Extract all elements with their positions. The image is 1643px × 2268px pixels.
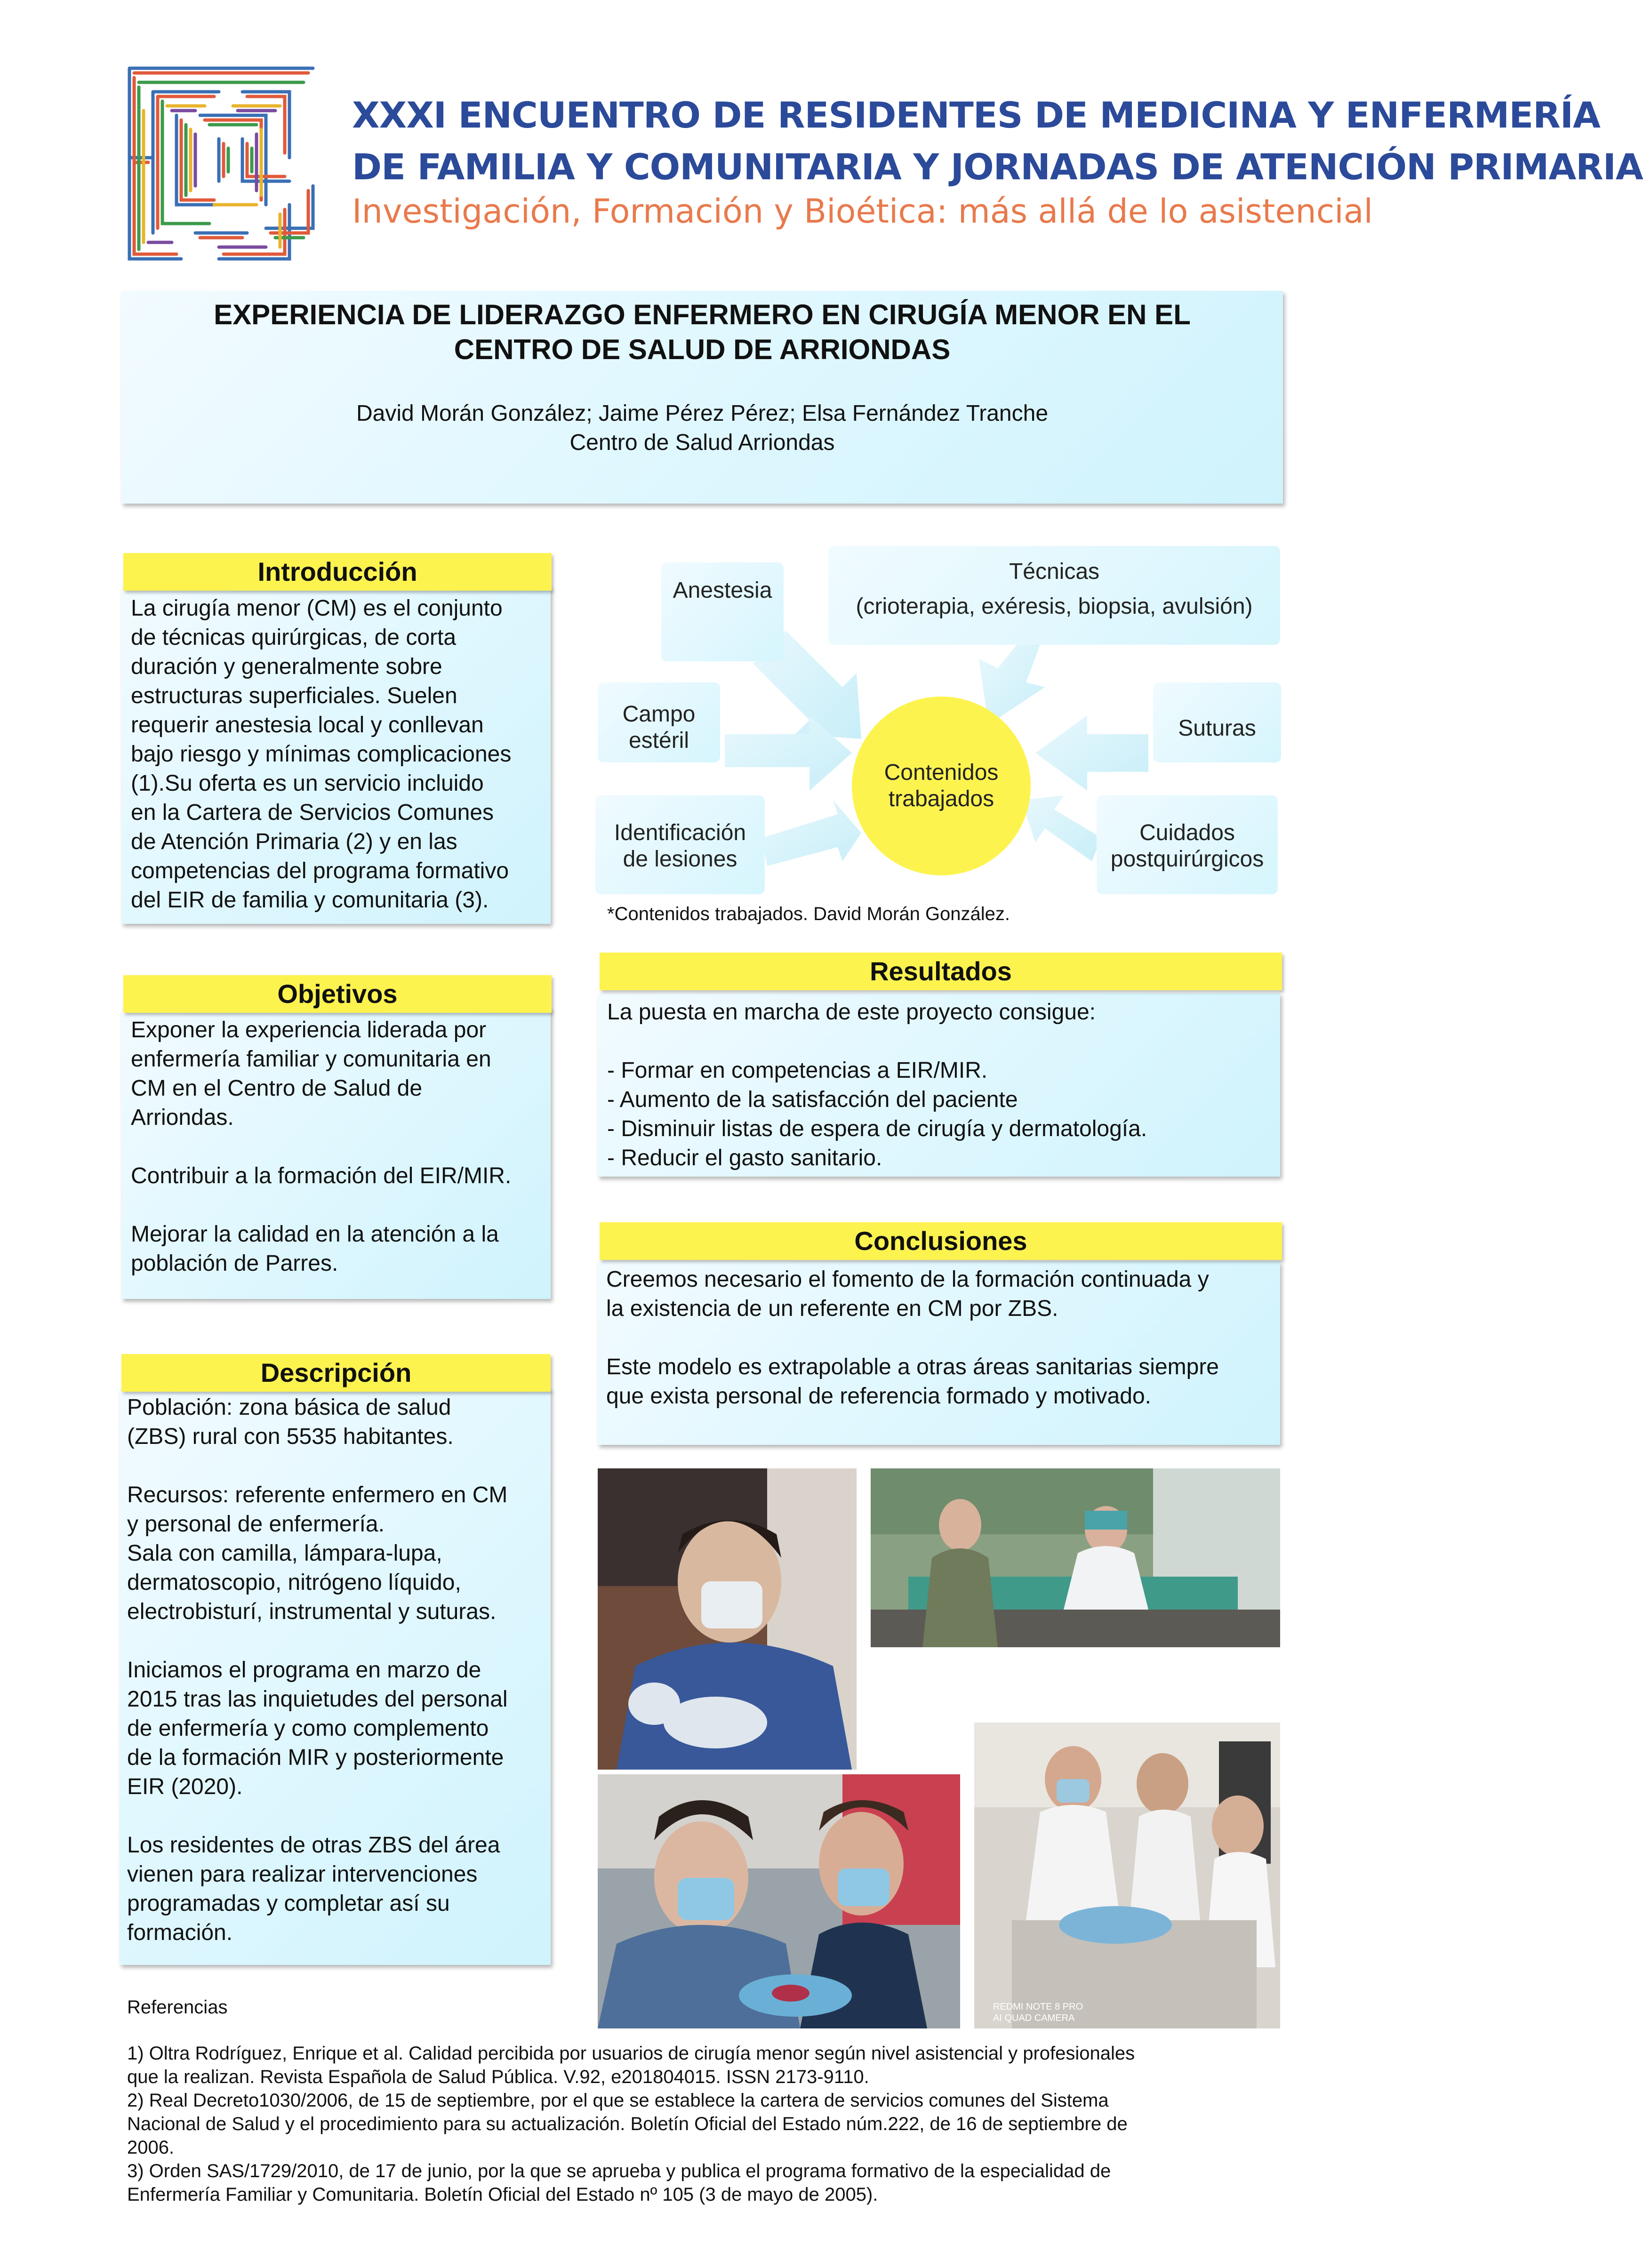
resultados-intro: La puesta en marcha de este proyecto consigue:: [607, 1000, 1096, 1025]
introduccion-paragraph: La cirugía menor (CM) es el conjunto de técnicas quirúrgicas, de corta duración y generalmente sobre estructuras superficiales. Suelen requerir anestesia local y conllevan bajo riesgo y mínimas complicaciones (1).Su oferta es un servicio incluido en la Cartera de Servicios Comunes de Atención Primaria (2) y en las competencias del programa formativo del EIR de familia y comunitaria (3).: [131, 596, 512, 913]
descripcion-p1: Población: zona básica de salud (ZBS) rural con 5535 habitantes.: [127, 1395, 454, 1449]
diagram-node-tecnicas: Técnicas (crioterapia, exéresis, biopsia, avulsión): [828, 546, 1280, 645]
referencia-1: 1) Oltra Rodríguez, Enrique et al. Calidad percibida por usuarios de cirugía menor según nivel asistencial y profesionales que la realizan. Revista Española de Salud Pública. V.92, e201804015. ISSN 2173-9110.: [127, 2043, 1135, 2087]
arrow-cuidados: [1021, 795, 1101, 861]
conclusiones-p2: Este modelo es extrapolable a otras áreas sanitarias siempre que exista personal de referencia formado y motivado.: [606, 1354, 1219, 1409]
resultados-list: [607, 1056, 1275, 1173]
poster-title-line-1: EXPERIENCIA DE LIDERAZGO ENFERMERO EN CIRUGÍA MENOR EN EL: [214, 299, 1191, 330]
arrow-campo: [725, 715, 852, 791]
conclusiones-p1: Creemos necesario el fomento de la formación continuada y la existencia de un referente en CM por ZBS.: [606, 1267, 1209, 1321]
referencias-heading: Referencias: [127, 1997, 228, 2018]
diagram-caption: *Contenidos trabajados. David Morán González.: [607, 904, 1010, 924]
photo-procedure-room: [871, 1468, 1280, 1647]
authors-block: [121, 399, 1283, 457]
conference-subtitle: Investigación, Formación y Bioética: más allá de lo asistencial: [352, 192, 1373, 231]
referencias-block: [127, 1996, 1275, 2206]
arrow-suturas: [1035, 715, 1148, 791]
conference-logo: [125, 64, 322, 264]
conference-title-line-1: XXXI ENCUENTRO DE RESIDENTES DE MEDICINA Y ENFERMERÍA: [352, 94, 1600, 136]
descripcion-heading: Descripción: [121, 1354, 551, 1392]
diagram-node-suturas: Suturas: [1153, 682, 1281, 762]
resultados-text: [607, 998, 1275, 1173]
arrow-identificacion: [762, 800, 861, 866]
introduccion-text: [131, 594, 545, 915]
descripcion-p3: Iniciamos el programa en marzo de 2015 tras las inquietudes del personal de enfermería y como complemento de la formación MIR y posteriormente EIR (2020).: [127, 1658, 508, 1799]
conference-title-line-2: DE FAMILIA Y COMUNITARIA Y JORNADAS DE ATENCIÓN PRIMARIA: [352, 146, 1643, 188]
poster-title: [121, 297, 1283, 367]
photo-students-training: [598, 1774, 960, 2028]
descripcion-text: [127, 1393, 546, 1947]
diagram-node-campo-esteril: Campo estéril: [598, 682, 720, 762]
descripcion-p4: Los residentes de otras ZBS del área vienen para realizar intervenciones programadas y completar así su formación.: [127, 1833, 500, 1945]
descripcion-p2: Recursos: referente enfermero en CM y personal de enfermería. Sala con camilla, lámpara-lupa, dermatoscopio, nitrógeno líquido, electrobisturí, instrumental y suturas.: [127, 1483, 508, 1624]
photo-watermark: AI QUAD CAMERA: [993, 2013, 1075, 2023]
diagram-node-cuidados: Cuidados postquirúrgicos: [1097, 795, 1278, 894]
poster-title-panel: [121, 291, 1283, 504]
objetivos-p2: Contribuir a la formación del EIR/MIR.: [131, 1163, 512, 1188]
diagram-node-identificacion: Identificación de lesiones: [595, 795, 765, 894]
conclusiones-text: [606, 1265, 1274, 1411]
resultados-heading: Resultados: [600, 953, 1282, 990]
introduccion-heading: Introducción: [123, 553, 552, 591]
diagram-center-node: Contenidos trabajados: [852, 697, 1031, 875]
resultados-item: - Formar en competencias a EIR/MIR.: [607, 1058, 988, 1083]
resultados-item: - Aumento de la satisfacción del paciente: [607, 1087, 1018, 1112]
referencia-2: 2) Real Decreto1030/2006, de 15 de septiembre, por el que se establece la cartera de servicios comunes del Sistema Nacional de Salud y el procedimiento para su actualización. Boletín Oficial del Estado núm.222, de 16 de septiembre de 2006.: [127, 2090, 1128, 2158]
conclusiones-heading: Conclusiones: [600, 1222, 1282, 1260]
resultados-item: - Reducir el gasto sanitario.: [607, 1146, 882, 1170]
photo-nurse-gloves: [598, 1468, 857, 1770]
poster-title-line-2: CENTRO DE SALUD DE ARRIONDAS: [454, 334, 951, 365]
authors: David Morán González; Jaime Pérez Pérez; Elsa Fernández Tranche: [356, 401, 1049, 426]
referencia-3: 3) Orden SAS/1729/2010, de 17 de junio, por la que se aprueba y publica el programa formativo de la especialidad de Enfermería Familiar y Comunitaria. Boletín Oficial del Estado nº 105 (3 de mayo de 2005).: [127, 2161, 1111, 2205]
objetivos-p3: Mejorar la calidad en la atención a la población de Parres.: [131, 1222, 499, 1276]
affiliation: Centro de Salud Arriondas: [569, 430, 835, 455]
photo-watermark: REDMI NOTE 8 PRO: [993, 2002, 1083, 2012]
resultados-item: - Disminuir listas de espera de cirugía y dermatología.: [607, 1116, 1147, 1141]
objetivos-heading: Objetivos: [123, 975, 552, 1013]
diagram-node-anestesia: Anestesia: [661, 562, 784, 661]
objetivos-p1: Exponer la experiencia liderada por enfermería familiar y comunitaria en CM en el Centro de Salud de Arriondas.: [131, 1018, 491, 1130]
objetivos-text: [131, 1016, 545, 1278]
photo-surgery-team: [974, 1723, 1280, 2028]
